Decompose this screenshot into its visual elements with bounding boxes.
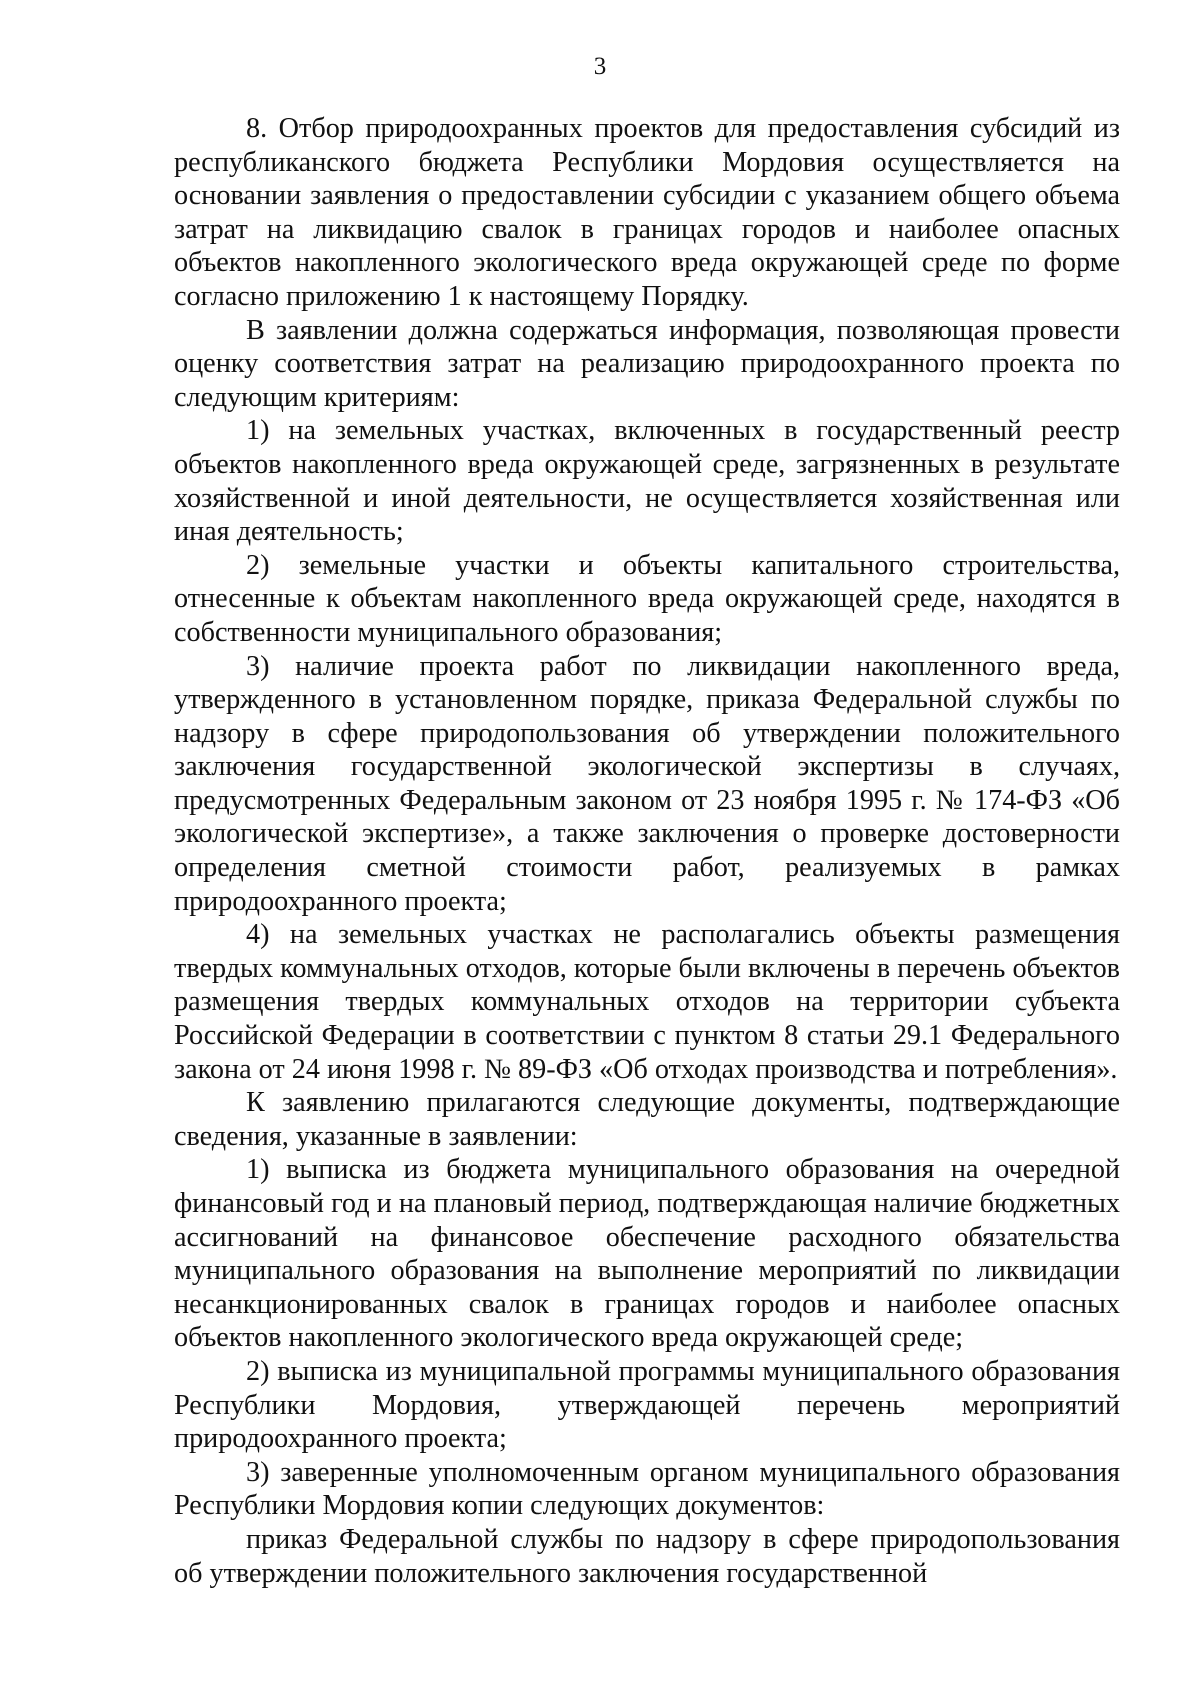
document-item-1: 1) выписка из бюджета муниципального образования на очередной финансовый год и на плановый период, подтверждающая наличие бюджетных ассигнований на финансовое обеспечение расходного обязательства муниципального образования на выполнение мероприятий по ликвидации несанкционированных свалок в границах городов и наиболее опасных объектов накопленного экологического вреда окружающей среде;	[174, 1154, 1120, 1354]
document-item-3: 3) заверенные уполномоченным органом муниципального образования Республики Мордовия копии следующих документов:	[174, 1456, 1120, 1522]
paragraph-8-selection: 8. Отбор природоохранных проектов для предоставления субсидий из республиканского бюджета Республики Мордовия осуществляется на основании заявления о предоставлении субсидии с указанием общего объема затрат на ликвидацию свалок в границах городов и наиболее опасных объектов накопленного экологического вреда окружающей среде по форме согласно приложению 1 к настоящему Порядку.	[174, 113, 1120, 312]
document-item-2: 2) выписка из муниципальной программы муниципального образования Республики Мордовия, утверждающей перечень мероприятий природоохранного проекта;	[174, 1355, 1120, 1455]
paragraph-attached-documents: К заявлению прилагаются следующие документы, подтверждающие сведения, указанные в заявлении:	[174, 1087, 1120, 1152]
page-number: 3	[593, 53, 607, 80]
criterion-3: 3) наличие проекта работ по ликвидации накопленного вреда, утвержденного в установленном порядке, приказа Федеральной службы по надзору в сфере природопользования об утверждении положительного заключения государственной экологической экспертизы в случаях, предусмотренных Федеральным законом от 23 ноября 1995 г. № 174-ФЗ «Об экологической экспертизе», а также заключения о проверке достоверности определения сметной стоимости работ, реализуемых в рамках природоохранного проекта;	[174, 650, 1120, 917]
paragraph-application-info: В заявлении должна содержаться информация, позволяющая провести оценку соответствия затрат на реализацию природоохранного проекта по следующим критериям:	[174, 314, 1120, 413]
criterion-1: 1) на земельных участках, включенных в государственный реестр объектов накопленного вреда окружающей среде, загрязненных в результате хозяйственной и иной деятельности, не осуществляется хозяйственная или иная деятельность;	[174, 415, 1120, 548]
criterion-2: 2) земельные участки и объекты капитального строительства, отнесенные к объектам накопленного вреда окружающей среде, находятся в собственности муниципального образования;	[174, 549, 1120, 648]
document-item-3-order: приказ Федеральной службы по надзору в сфере природопользования об утверждении положительного заключения государственной	[174, 1523, 1120, 1589]
criterion-4: 4) на земельных участках не располагались объекты размещения твердых коммунальных отходов, которые были включены в перечень объектов размещения твердых коммунальных отходов на территории субъекта Российской Федерации в соответствии с пунктом 8 статьи 29.1 Федерального закона от 24 июня 1998 г. № 89-ФЗ «Об отходах производства и потребления».	[174, 919, 1120, 1085]
document-body	[174, 112, 1120, 1590]
